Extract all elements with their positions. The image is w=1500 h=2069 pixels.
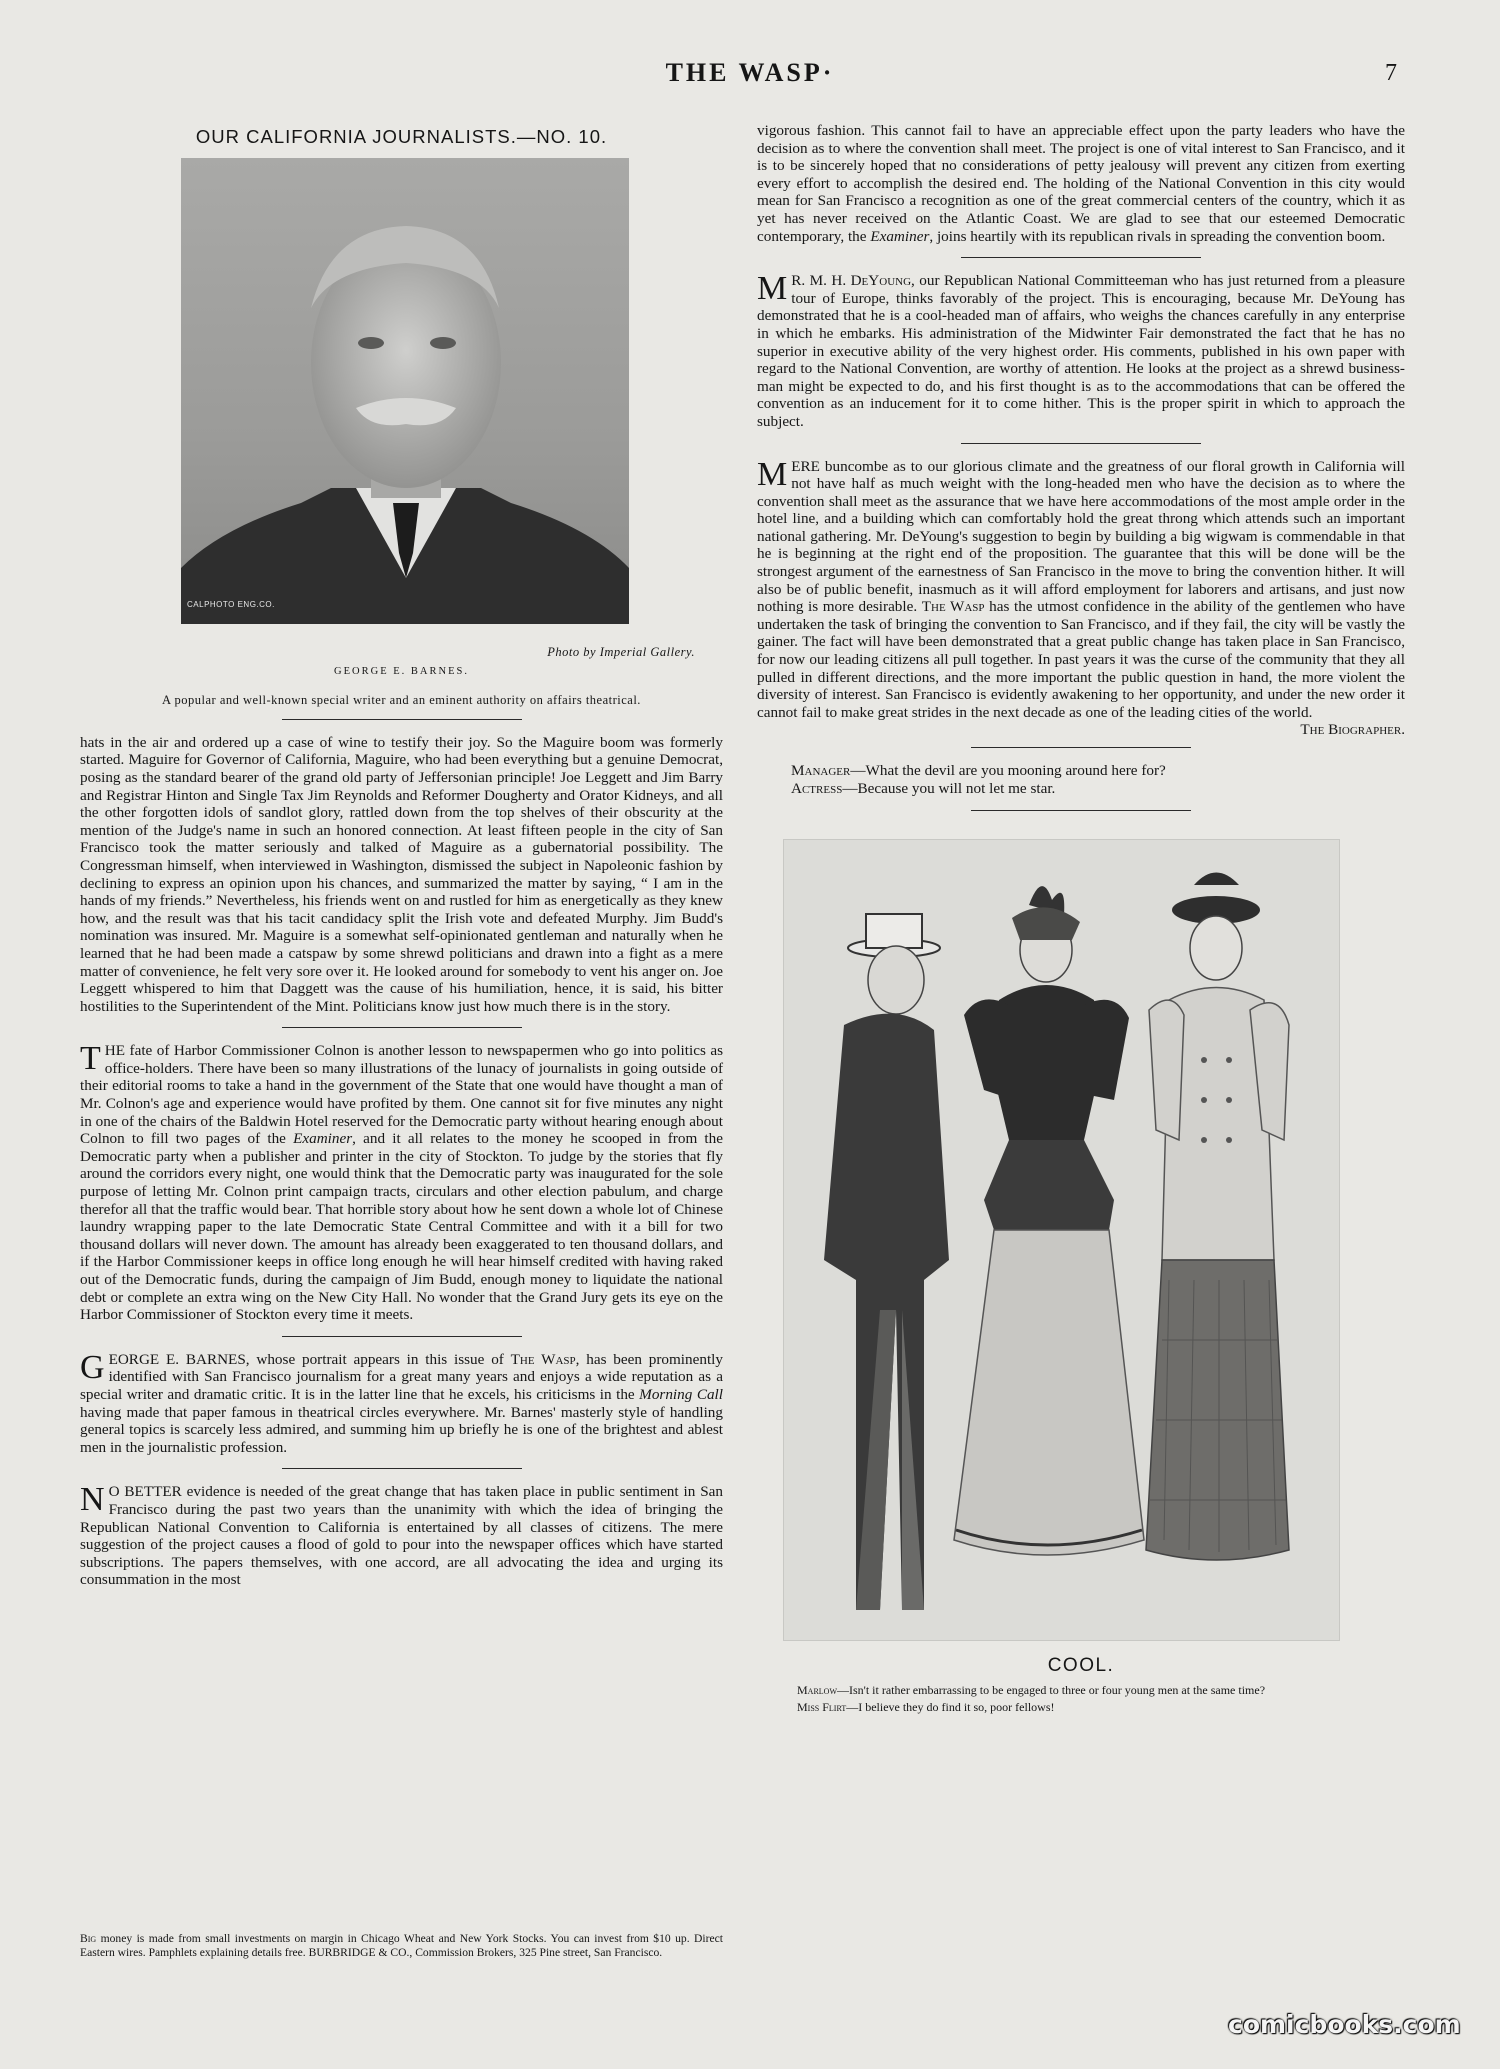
joke-line: Actress—Because you will not let me star. <box>791 780 1056 797</box>
portrait-image <box>181 158 629 624</box>
cartoon-dialogue <box>763 1682 1399 1716</box>
cartoon-line: Marlow—Isn't it rather embarrassing to be engaged to three or four young men at the same time? <box>797 1683 1266 1698</box>
section-divider <box>971 810 1191 811</box>
drop-cap: M <box>757 270 788 308</box>
section-divider <box>282 1027 522 1028</box>
watermark: comicbooks.com <box>1228 2010 1461 2039</box>
photo-credit: Photo by Imperial Gallery. <box>547 644 695 659</box>
drop-cap: M <box>757 455 788 493</box>
article-paragraph: hats in the air and ordered up a case of wine to testify their joy. So the Maguire boom was formerly started. Maguire for Governor of California, Maguire, who had been everything but a genuine Democrat, posing as the standard bearer of the grand old party of Jeffersonian principle! Joe Leggett and Jim Barry and Registrar Hinton and Single Tax Jim Reynolds and Reformer Dougherty and Orator Kidneys, and all the other forgotten idols of sandlot glory, rattled down from the top shelves of their obscurity at the mention of the Judge's name in such an honored connection. At least fifteen people in the city of San Francisco took the matter seriously and talked of Maguire as a gubernatorial possibility. The Congressman himself, when interviewed in Washington, dismissed the subject in Napoleonic fashion by declining to express an opinion upon his chances, and summarized the matter by saying, “ I am in the hands of my friends.” Nevertheless, his friends went on and rustled for him as energetically as they knew how, and the result was that his tacit candidacy split the Irish vote and defeated Murphy. Jim Budd's nomination was insured. Mr. Maguire is a somewhat self-opinionated gentleman and naturally when he learned that he had been made a catspaw by some shrewd politicians and drawn into a fight as a mere matter of convenience, he felt very sore over it. He looked around for somebody to vent his anger on. Joe Leggett whispered to him that Daggett was the cause of his humiliation, hence, it is said, his bitter hostilities to the Superintendent of the Mint. Politicians know just how much there is in the story. <box>80 733 723 1015</box>
page-number: 7 <box>1385 60 1397 86</box>
cartoon-title: COOL. <box>1047 1654 1115 1676</box>
section-divider <box>961 257 1201 258</box>
article-paragraph: vigorous fashion. This cannot fail to have an appreciable effect upon the party leaders who have the decision as to where the convention shall meet. The project is one of vital interest to San Francisco, and it is to be sincerely hoped that no considerations of petty jealousy will prevent any citizen from exerting every effort to accomplish the desired end. The holding of the National Convention in this city would mean for San Francisco a recognition as one of the great commercial centers of the country, which it as yet has never received on the Atlantic Coast. We are glad to see that our esteemed Democratic contemporary, the Examiner, joins heartily with its republican rivals in spreading the convention boom. <box>757 122 1405 245</box>
portrait-photo <box>181 158 629 624</box>
photo-engraver-stamp: CALPHOTO ENG.CO. <box>187 600 275 609</box>
cartoon-illustration <box>783 839 1340 1641</box>
article-paragraph: THE fate of Harbor Commissioner Colnon is another lesson to newspapermen who go into politics as office-holders. There have been so many illustrations of the lunacy of journalists in going outside of their editorial rooms to take a hand in the government of the State that one would have thought a man of Mr. Colnon's age and experience would have profited by them. One cannot sit for five minutes any night in one of the chairs of the Baldwin Hotel reserved for the Democratic party without hearing enough about Colnon to fill two pages of the Examiner, and it all relates to the money he scooped in from the Democratic party when a publisher and printer in the city of Stockton. To judge by the stories that fly around the corridors every night, one would think that the Democratic party was inaugurated for the sole purpose of letting Mr. Colnon print campaign tracts, circulars and other election pabulum, and charge therefor all that the traffic would bear. That horrible story about how he sent down a whole lot of Chinese laundry wrapping paper to the late Democratic State Central Committee and with it a bill for two thousand dollars will never down. The amount has already been exaggerated to ten thousand dollars, and if the Harbor Commissioner keeps in office long enough he will hear himself credited with having raked out of the Democratic funds, during the campaign of Jim Budd, enough money to liquidate the national debt or complete an extra wing on the New City Hall. No wonder that the Grand Jury gets its eye on the Harbor Commissioner of Stockton every time it meets. <box>80 1040 723 1324</box>
cartoon-line: Miss Flirt—I believe they do find it so, poor fellows! <box>797 1700 1055 1715</box>
article-paragraph: M R. M. H. DeYoung, our Republican National Committeeman who has just returned from a pleasure tour of Europe, thinks favorably of the project. This is encouraging, because Mr. DeYoung has demonstrated that he is a cool-headed man of affairs, who weighs the chances carefully in any enterprise in which he embarks. His administration of the Midwinter Fair demonstrated the fact that he has no superior in executive ability of the very highest order. His comments, published in his own paper with regard to the National Convention, are worthy of attention. He looks at the project as a shrewd business-man might be expected to do, and his first thought is as to the accommodations that can be offered the convention as an inducement for it to come hither. This is the proper spirit in which to approach the subject. <box>757 270 1405 430</box>
drop-cap: T <box>80 1040 101 1078</box>
section-divider <box>282 719 522 720</box>
drop-cap: G <box>80 1348 105 1386</box>
joke-line: Manager—What the devil are you mooning around here for? <box>791 762 1166 780</box>
footer-advertisement: Big money is made from small investments on margin in Chicago Wheat and New York Stocks. You can invest from $10 up. Direct Eastern wires. Pamphlets explaining details free. BURBRIDGE & CO., Commission Brokers, 325 Pine street, San Francisco. <box>80 1932 723 1959</box>
article-paragraph: GEORGE E. BARNES, whose portrait appears in this issue of The Wasp, has been prominently identified with San Francisco journalism for a great many years and enjoys a wide reputation as a special writer and dramatic critic. It is in the latter line that he excels, his criticisms in the Morning Call having made that paper famous in theatrical circles everywhere. Mr. Barnes' masterly style of handling general topics is scarcely less admired, and summing him up briefly he is one of the brightest and ablest men in the journalistic profession. <box>80 1348 723 1456</box>
article-paragraph: N O BETTER evidence is needed of the great change that has taken place in public sentiment in San Francisco during the past two years than the unanimity with which the idea of bringing the Republican National Convention to California is entertained by all classes of citizens. The mere suggestion of the project causes a flood of gold to pour into the newspaper offices which have started subscriptions. The papers themselves, with one accord, are all advocating the idea and urging its consummation in the most <box>80 1481 723 1589</box>
running-head: THE WASP· <box>665 58 835 87</box>
left-column <box>80 122 723 1589</box>
drop-cap: N <box>80 1481 105 1519</box>
section-divider <box>282 1468 522 1469</box>
right-column <box>757 122 1405 1716</box>
portrait-name: GEORGE E. BARNES. <box>334 666 469 678</box>
feature-heading: OUR CALIFORNIA JOURNALISTS.—NO. 10. <box>195 126 608 147</box>
article-signature: The Biographer. <box>1300 721 1405 739</box>
section-divider <box>971 747 1191 748</box>
portrait-caption: A popular and well-known special writer and an eminent authority on affairs theatrical. <box>162 692 641 707</box>
section-divider <box>961 443 1201 444</box>
cartoon-drawing <box>784 840 1339 1640</box>
article-paragraph: MERE buncombe as to our glorious climate and the greatness of our floral growth in California will not have half as much weight with the long-headed men who have the decision as to where the convention shall meet as the assurance that we have here accommodations of the most ample order in the hotel line, and a building which can comfortably hold the great throng which attends such an important national gathering. Mr. DeYoung's suggestion to begin by building a big wigwam is commendable in that he is beginning at the right end of the proposition. The guarantee that this will be done will be the strongest argument of the earnestness of San Francisco in the move to bring the convention hither. It will also be of public benefit, inasmuch as it will afford employment for laborers and artisans, and just now nothing is more desirable. The Wasp has the utmost confidence in the ability of the gentlemen who have undertaken the task of bringing the convention to San Francisco, and if they fail, the city will be vastly the gainer. The fact will have been demonstrated that a great public change has taken place in San Francisco, for now our leading citizens all pull together. In past years it was the curse of the community that they all pulled in different directions, and the more important the public question in hand, the more violent the diversity of interest. San Francisco is evidently awakening to her opportunity, and under the new order it cannot fail to make great strides in the next decade as one of the leading cities of the world. The Biographer. <box>757 455 1405 739</box>
section-divider <box>282 1336 522 1337</box>
